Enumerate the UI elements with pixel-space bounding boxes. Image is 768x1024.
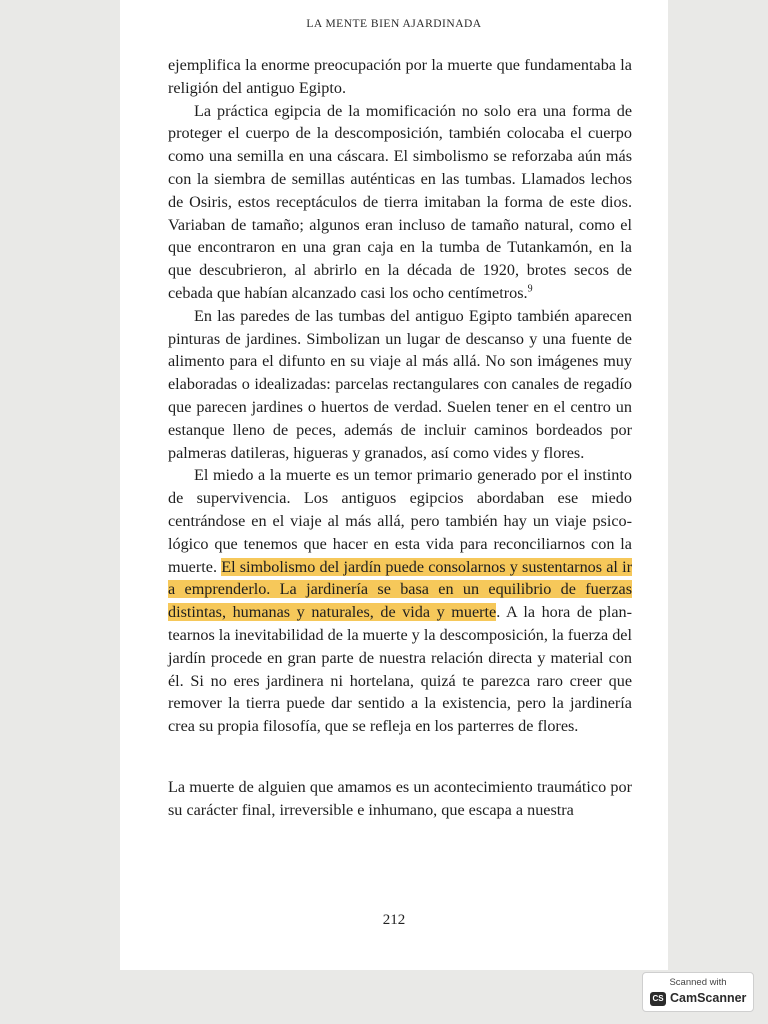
highlighted-passage: El simbolismo del jardín puede consolarnos y sustentarnos al ir a emprenderlo. La jardinería se basa en un equilibrio de fuerzas distintas, humanas y naturales, de vida y muerte <box>168 557 632 622</box>
camscanner-watermark <box>642 972 754 1012</box>
paragraph-2 <box>168 100 632 305</box>
watermark-brand: CamScanner <box>670 991 747 1005</box>
body-text <box>168 54 632 822</box>
page-number: 212 <box>382 912 406 928</box>
footnote-ref[interactable]: 9 <box>527 283 533 295</box>
paragraph-4 <box>168 464 632 738</box>
running-head: LA MENTE BIEN AJARDINADA <box>306 18 482 30</box>
paragraph-4-before: El miedo a la muerte es un temor primario generado por el instinto de supervivencia. Los antiguos egipcios abordaban ese miedo centrándose en el viaje al más allá, pero también hay un viaje psicológico que tenemos que hacer en esta vida para reconciliarnos con la muerte. <box>168 466 632 576</box>
book-page <box>120 0 668 970</box>
paragraph-3: En las paredes de las tumbas del antiguo Egipto también aparecen pinturas de jardines. Simbolizan un lugar de descanso y una fuente de alimento para el difunto en su viaje al más allá. No son imágenes muy elaboradas o idealizadas: parcelas rectangulares con canales de regadío que parecen jardines o huertos de verdad. Suelen tener en el centro un estanque lleno de peces, además de incluir caminos bordeados por palmeras datileras, higueras y granados, así como vides y flores. <box>168 306 632 462</box>
paragraph-1: ejemplifica la enorme preocupación por la muerte que fundamentaba la religión del antiguo Egipto. <box>168 56 632 97</box>
paragraph-5: La muerte de alguien que amamos es un acontecimiento traumático por su carácter final, irreversible e inhumano, que escapa a nuestra <box>168 777 632 819</box>
paragraph-2-text: La práctica egipcia de la momificación no solo era una forma de proteger el cuerpo de la descomposición, también colocaba el cuerpo como una semilla en una cáscara. El simbolismo se reforzaba aún más con la siembra de semillas auténticas en las tumbas. Llamados lechos de Osiris, estos receptáculos de tierra imitaban la forma de este dios. Variaban de tamaño; algunos eran incluso de tamaño natural, como el que encontraron en una gran caja en la tumba de Tutankamón, en la que descubrieron, al abrirlo en la década de 1920, brotes secos de cebada que habían alcanzado casi los ocho centímetros. <box>168 101 632 302</box>
watermark-caption: Scanned with <box>669 977 727 988</box>
paragraph-4-after: . A la hora de plantearnos la inevitabilidad de la muerte y la descomposición, la fuerza del jardín procede en gran parte de nuestra relación directa y material con él. Si no eres jardinera ni hortelana, quizá te parezca raro creer que remover la tierra puede dar sentido a la existencia, pero la jardinería crea su propia filosofía, que se refleja en los parterres de flores. <box>168 603 632 736</box>
camscanner-logo-icon: CS <box>650 992 666 1006</box>
